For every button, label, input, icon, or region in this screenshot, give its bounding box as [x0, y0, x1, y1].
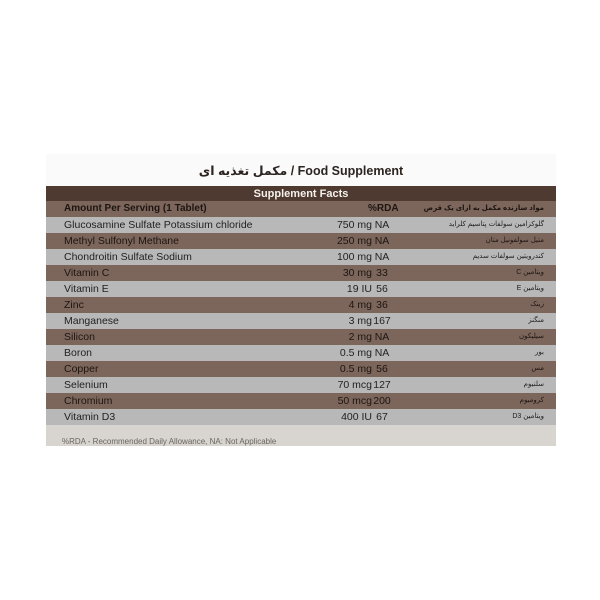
nutrient-name: Selenium: [64, 379, 108, 391]
nutrient-amount: 4 mg: [348, 299, 372, 311]
nutrient-name-persian: سلنیوم: [523, 381, 544, 388]
rda-footnote: %RDA - Recommended Daily Allowance, NA: Not Applicable: [62, 437, 277, 446]
nutrient-rda: 36: [376, 299, 388, 311]
supplement-label: [46, 154, 556, 446]
nutrient-name: Glucosamine Sulfate Potassium chloride: [64, 219, 253, 231]
nutrient-amount: 19 IU: [346, 283, 372, 295]
nutrient-rda: 56: [376, 283, 388, 295]
nutrient-name-persian: کندرویتین سولفات سدیم: [472, 253, 544, 260]
nutrient-name: Boron: [64, 347, 93, 359]
nutrient-rda: NA: [374, 331, 390, 343]
nutrient-name: Zinc: [64, 299, 84, 311]
nutrient-name: Chromium: [64, 395, 113, 407]
nutrient-name-persian: ویتامین E: [516, 285, 544, 292]
nutrient-rda: NA: [374, 219, 390, 231]
nutrient-amount: 100 mg: [336, 251, 372, 263]
nutrient-name-persian: زینک: [530, 301, 544, 308]
table-row: [46, 297, 556, 313]
nutrient-amount: 3 mg: [348, 315, 372, 327]
supplement-facts-header: Supplement Facts: [46, 186, 556, 201]
table-row: [46, 281, 556, 297]
nutrient-amount: 400 IU: [341, 411, 372, 423]
nutrient-amount: 50 mcg: [337, 395, 372, 407]
nutrient-amount: 30 mg: [342, 267, 372, 279]
table-row: [46, 361, 556, 377]
nutrient-name: Vitamin C: [64, 267, 110, 279]
header-persian: مواد سازنده مکمل به ازای یک قرص: [423, 205, 544, 212]
table-row: [46, 345, 556, 361]
nutrient-amount: 0.5 mg: [339, 363, 372, 375]
nutrient-amount: 250 mg: [336, 235, 372, 247]
table-header-row: [46, 201, 556, 217]
table-row: [46, 233, 556, 249]
nutrient-rda: 67: [376, 411, 388, 423]
nutrient-name: Methyl Sulfonyl Methane: [64, 235, 179, 247]
table-row: [46, 217, 556, 233]
table-row: [46, 329, 556, 345]
nutrient-name-persian: ویتامین D3: [512, 413, 544, 420]
nutrient-name-persian: ویتامین C: [516, 269, 544, 276]
nutrient-name: Chondroitin Sulfate Sodium: [64, 251, 192, 263]
nutrient-rda: 167: [373, 315, 391, 327]
header-rda: %RDA: [368, 203, 399, 214]
nutrient-rda: NA: [374, 235, 390, 247]
nutrient-amount: 2 mg: [348, 331, 372, 343]
table-row: [46, 377, 556, 393]
nutrient-name: Silicon: [64, 331, 95, 343]
nutrient-name: Vitamin E: [64, 283, 109, 295]
table-row: [46, 265, 556, 281]
facts-table: [46, 201, 556, 425]
nutrient-rda: 127: [373, 379, 391, 391]
nutrient-name-persian: مس: [531, 365, 544, 372]
nutrient-name-persian: منگنز: [528, 317, 544, 324]
table-row: [46, 409, 556, 425]
table-row: [46, 249, 556, 265]
nutrient-rda: 56: [376, 363, 388, 375]
nutrient-name: Vitamin D3: [64, 411, 116, 423]
nutrient-amount: 0.5 mg: [339, 347, 372, 359]
table-row: [46, 313, 556, 329]
nutrient-rda: 200: [373, 395, 391, 407]
nutrient-name: Copper: [64, 363, 99, 375]
nutrient-name-persian: کرومیوم: [519, 397, 544, 404]
nutrient-name: Manganese: [64, 315, 119, 327]
nutrient-name-persian: متیل سولفونیل متان: [485, 237, 544, 244]
label-title: مکمل تغذیه ای / Food Supplement: [46, 154, 556, 186]
nutrient-amount: 70 mcg: [337, 379, 372, 391]
nutrient-amount: 750 mg: [336, 219, 372, 231]
nutrient-name-persian: بور: [535, 349, 544, 356]
table-row: [46, 393, 556, 409]
header-amount-per-serving: Amount Per Serving (1 Tablet): [64, 203, 207, 214]
nutrient-name-persian: سیلیکون: [518, 333, 544, 340]
nutrient-rda: NA: [374, 251, 390, 263]
nutrient-rda: 33: [376, 267, 388, 279]
nutrient-rda: NA: [374, 347, 390, 359]
nutrient-name-persian: گلوکزامین سولفات پتاسیم کلراید: [448, 221, 544, 228]
